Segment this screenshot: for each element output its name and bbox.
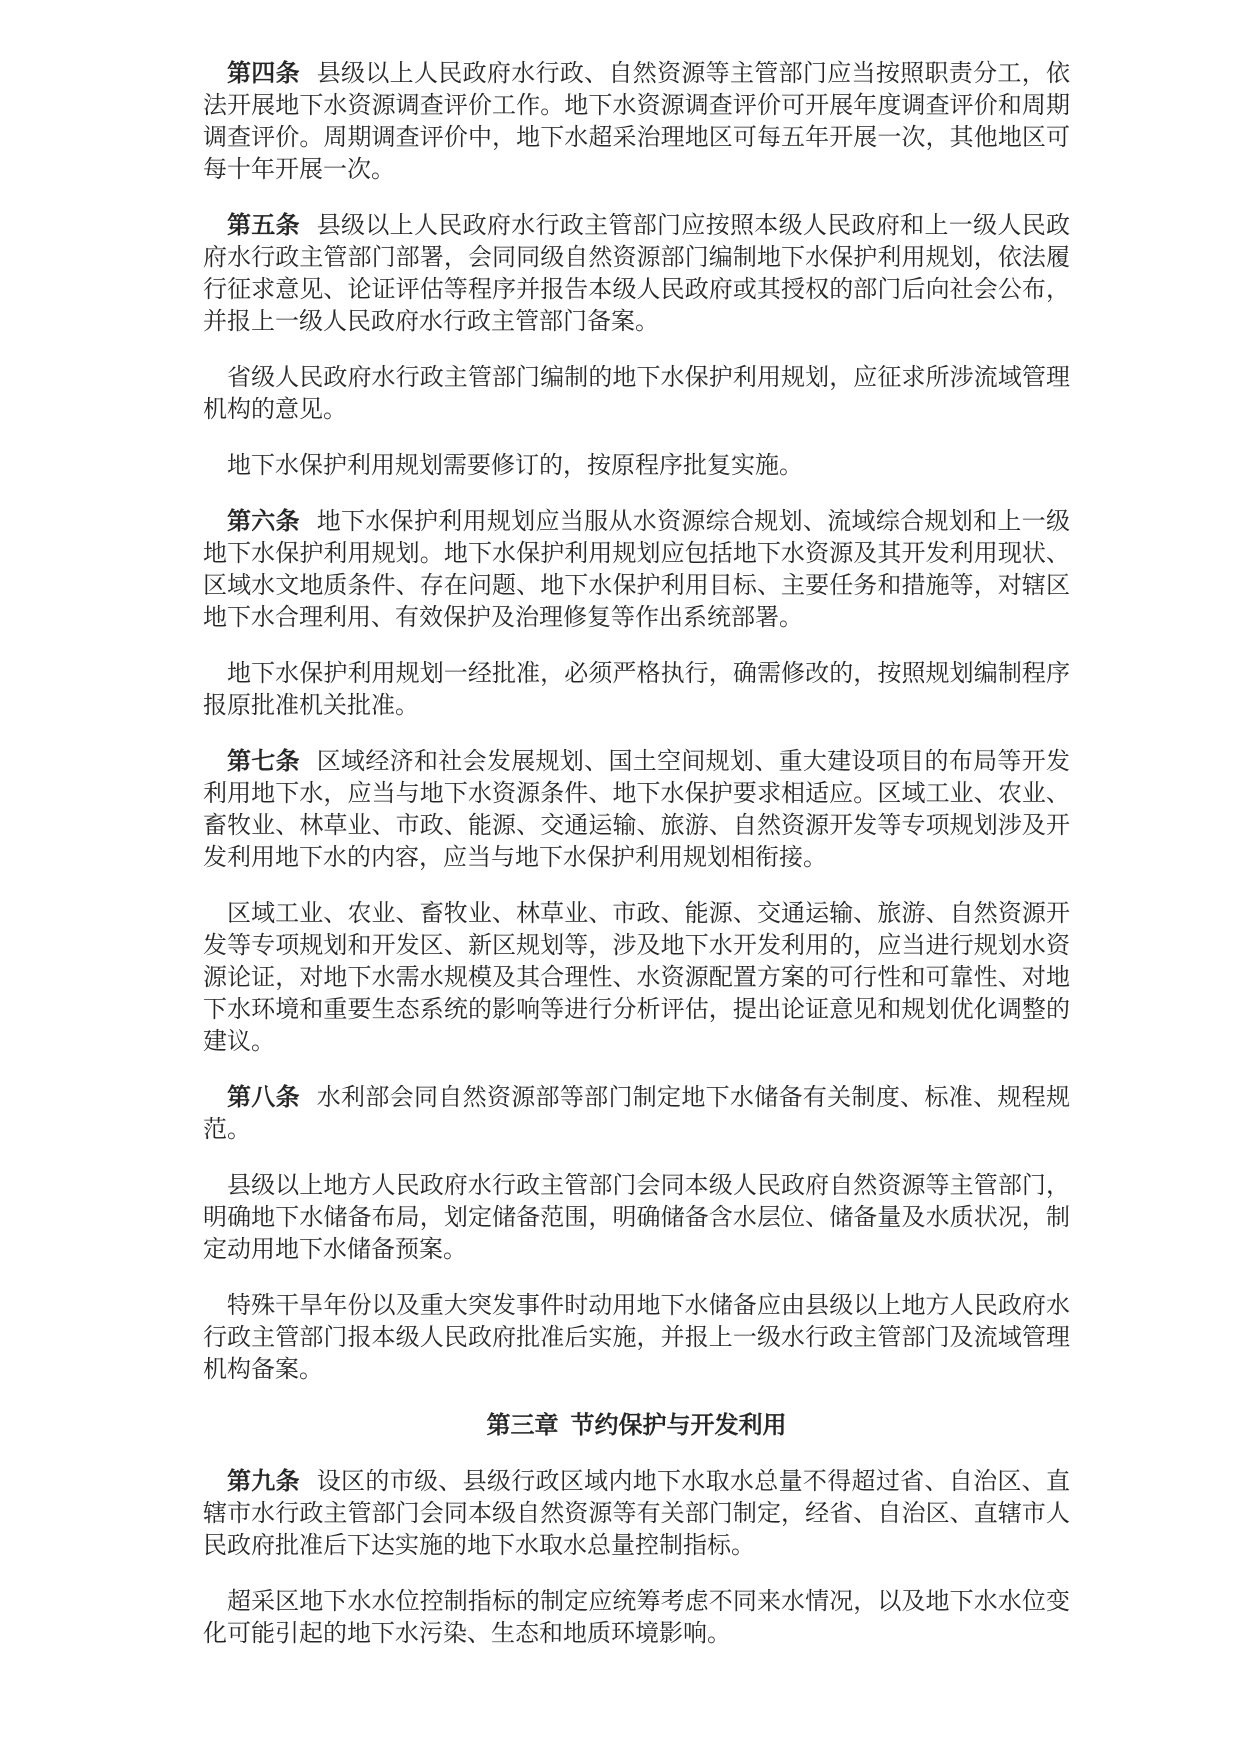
article-5-paragraph-3 [203,450,1070,482]
paragraph-text: 省级人民政府水行政主管部门编制的地下水保护利用规划，应征求所涉流域管理机构的意见。 [203,365,1070,423]
article-7-text: 区域经济和社会发展规划、国土空间规划、重大建设项目的布局等开发利用地下水，应当与地下水资源条件、地下水保护要求相适应。区域工业、农业、畜牧业、林草业、市政、能源、交通运输、旅游、自然资源开发等专项规划涉及开发利用地下水的内容，应当与地下水保护利用规划相衔接。 [203,749,1071,871]
chapter-3-heading [203,1410,1070,1442]
article-4-number: 第四条 [227,60,300,87]
article-6-number: 第六条 [227,508,300,535]
article-5-paragraph-2 [203,362,1070,426]
chapter-3-title: 节约保护与开发利用 [570,1412,787,1439]
paragraph-text: 特殊干旱年份以及重大突发事件时动用地下水储备应由县级以上地方人民政府水行政主管部门报本级人民政府批准后实施，并报上一级水行政主管部门及流域管理机构备案。 [203,1293,1070,1383]
article-8-text: 水利部会同自然资源部等部门制定地下水储备有关制度、标准、规程规范。 [203,1085,1071,1143]
article-5-text: 县级以上人民政府水行政主管部门应按照本级人民政府和上一级人民政府水行政主管部门部署，会同同级自然资源部门编制地下水保护利用规划，依法履行征求意见、论证评估等程序并报告本级人民政府或其授权的部门后向社会公布，并报上一级人民政府水行政主管部门备案。 [203,213,1071,335]
article-6-text: 地下水保护利用规划应当服从水资源综合规划、流域综合规划和上一级地下水保护利用规划。地下水保护利用规划应包括地下水资源及其开发利用现状、区域水文地质条件、存在问题、地下水保护利用目标、主要任务和措施等，对辖区地下水合理利用、有效保护及治理修复等作出系统部署。 [203,509,1071,631]
article-4-text: 县级以上人民政府水行政、自然资源等主管部门应当按照职责分工，依法开展地下水资源调查评价工作。地下水资源调查评价可开展年度调查评价和周期调查评价。周期调查评价中，地下水超采治理地区可每五年开展一次，其他地区可每十年开展一次。 [203,61,1071,183]
article-8-paragraph-3 [203,1290,1070,1386]
paragraph-text: 地下水保护利用规划一经批准，必须严格执行，确需修改的，按照规划编制程序报原批准机关批准。 [203,661,1070,719]
article-9-text: 设区的市级、县级行政区域内地下水取水总量不得超过省、自治区、直辖市水行政主管部门会同本级自然资源等有关部门制定，经省、自治区、直辖市人民政府批准后下达实施的地下水取水总量控制指标。 [203,1469,1071,1559]
article-7-paragraph-2 [203,898,1070,1058]
article-8-paragraph-2 [203,1170,1070,1266]
article-5-number: 第五条 [227,212,300,239]
paragraph-text: 地下水保护利用规划需要修订的，按原程序批复实施。 [227,453,803,479]
paragraph-text: 超采区地下水水位控制指标的制定应统筹考虑不同来水情况，以及地下水水位变化可能引起的地下水污染、生态和地质环境影响。 [203,1589,1070,1647]
paragraph-text: 区域工业、农业、畜牧业、林草业、市政、能源、交通运输、旅游、自然资源开发等专项规划和开发区、新区规划等，涉及地下水开发利用的，应当进行规划水资源论证，对地下水需水规模及其合理性、水资源配置方案的可行性和可靠性、对地下水环境和重要生态系统的影响等进行分析评估，提出论证意见和规划优化调整的建议。 [203,901,1070,1055]
article-4-paragraph [203,58,1070,186]
chapter-3-number: 第三章 [486,1412,559,1439]
article-9-paragraph [203,1466,1070,1562]
article-9-number: 第九条 [227,1468,300,1495]
article-6-paragraph-2 [203,658,1070,722]
article-8-number: 第八条 [227,1084,300,1111]
article-7-paragraph [203,746,1070,874]
article-6-paragraph [203,506,1070,634]
paragraph-text: 县级以上地方人民政府水行政主管部门会同本级人民政府自然资源等主管部门，明确地下水储备布局，划定储备范围，明确储备含水层位、储备量及水质状况，制定动用地下水储备预案。 [203,1173,1070,1263]
article-5-paragraph [203,210,1070,338]
article-7-number: 第七条 [227,748,300,775]
article-9-paragraph-2 [203,1586,1070,1650]
article-8-paragraph [203,1082,1070,1146]
